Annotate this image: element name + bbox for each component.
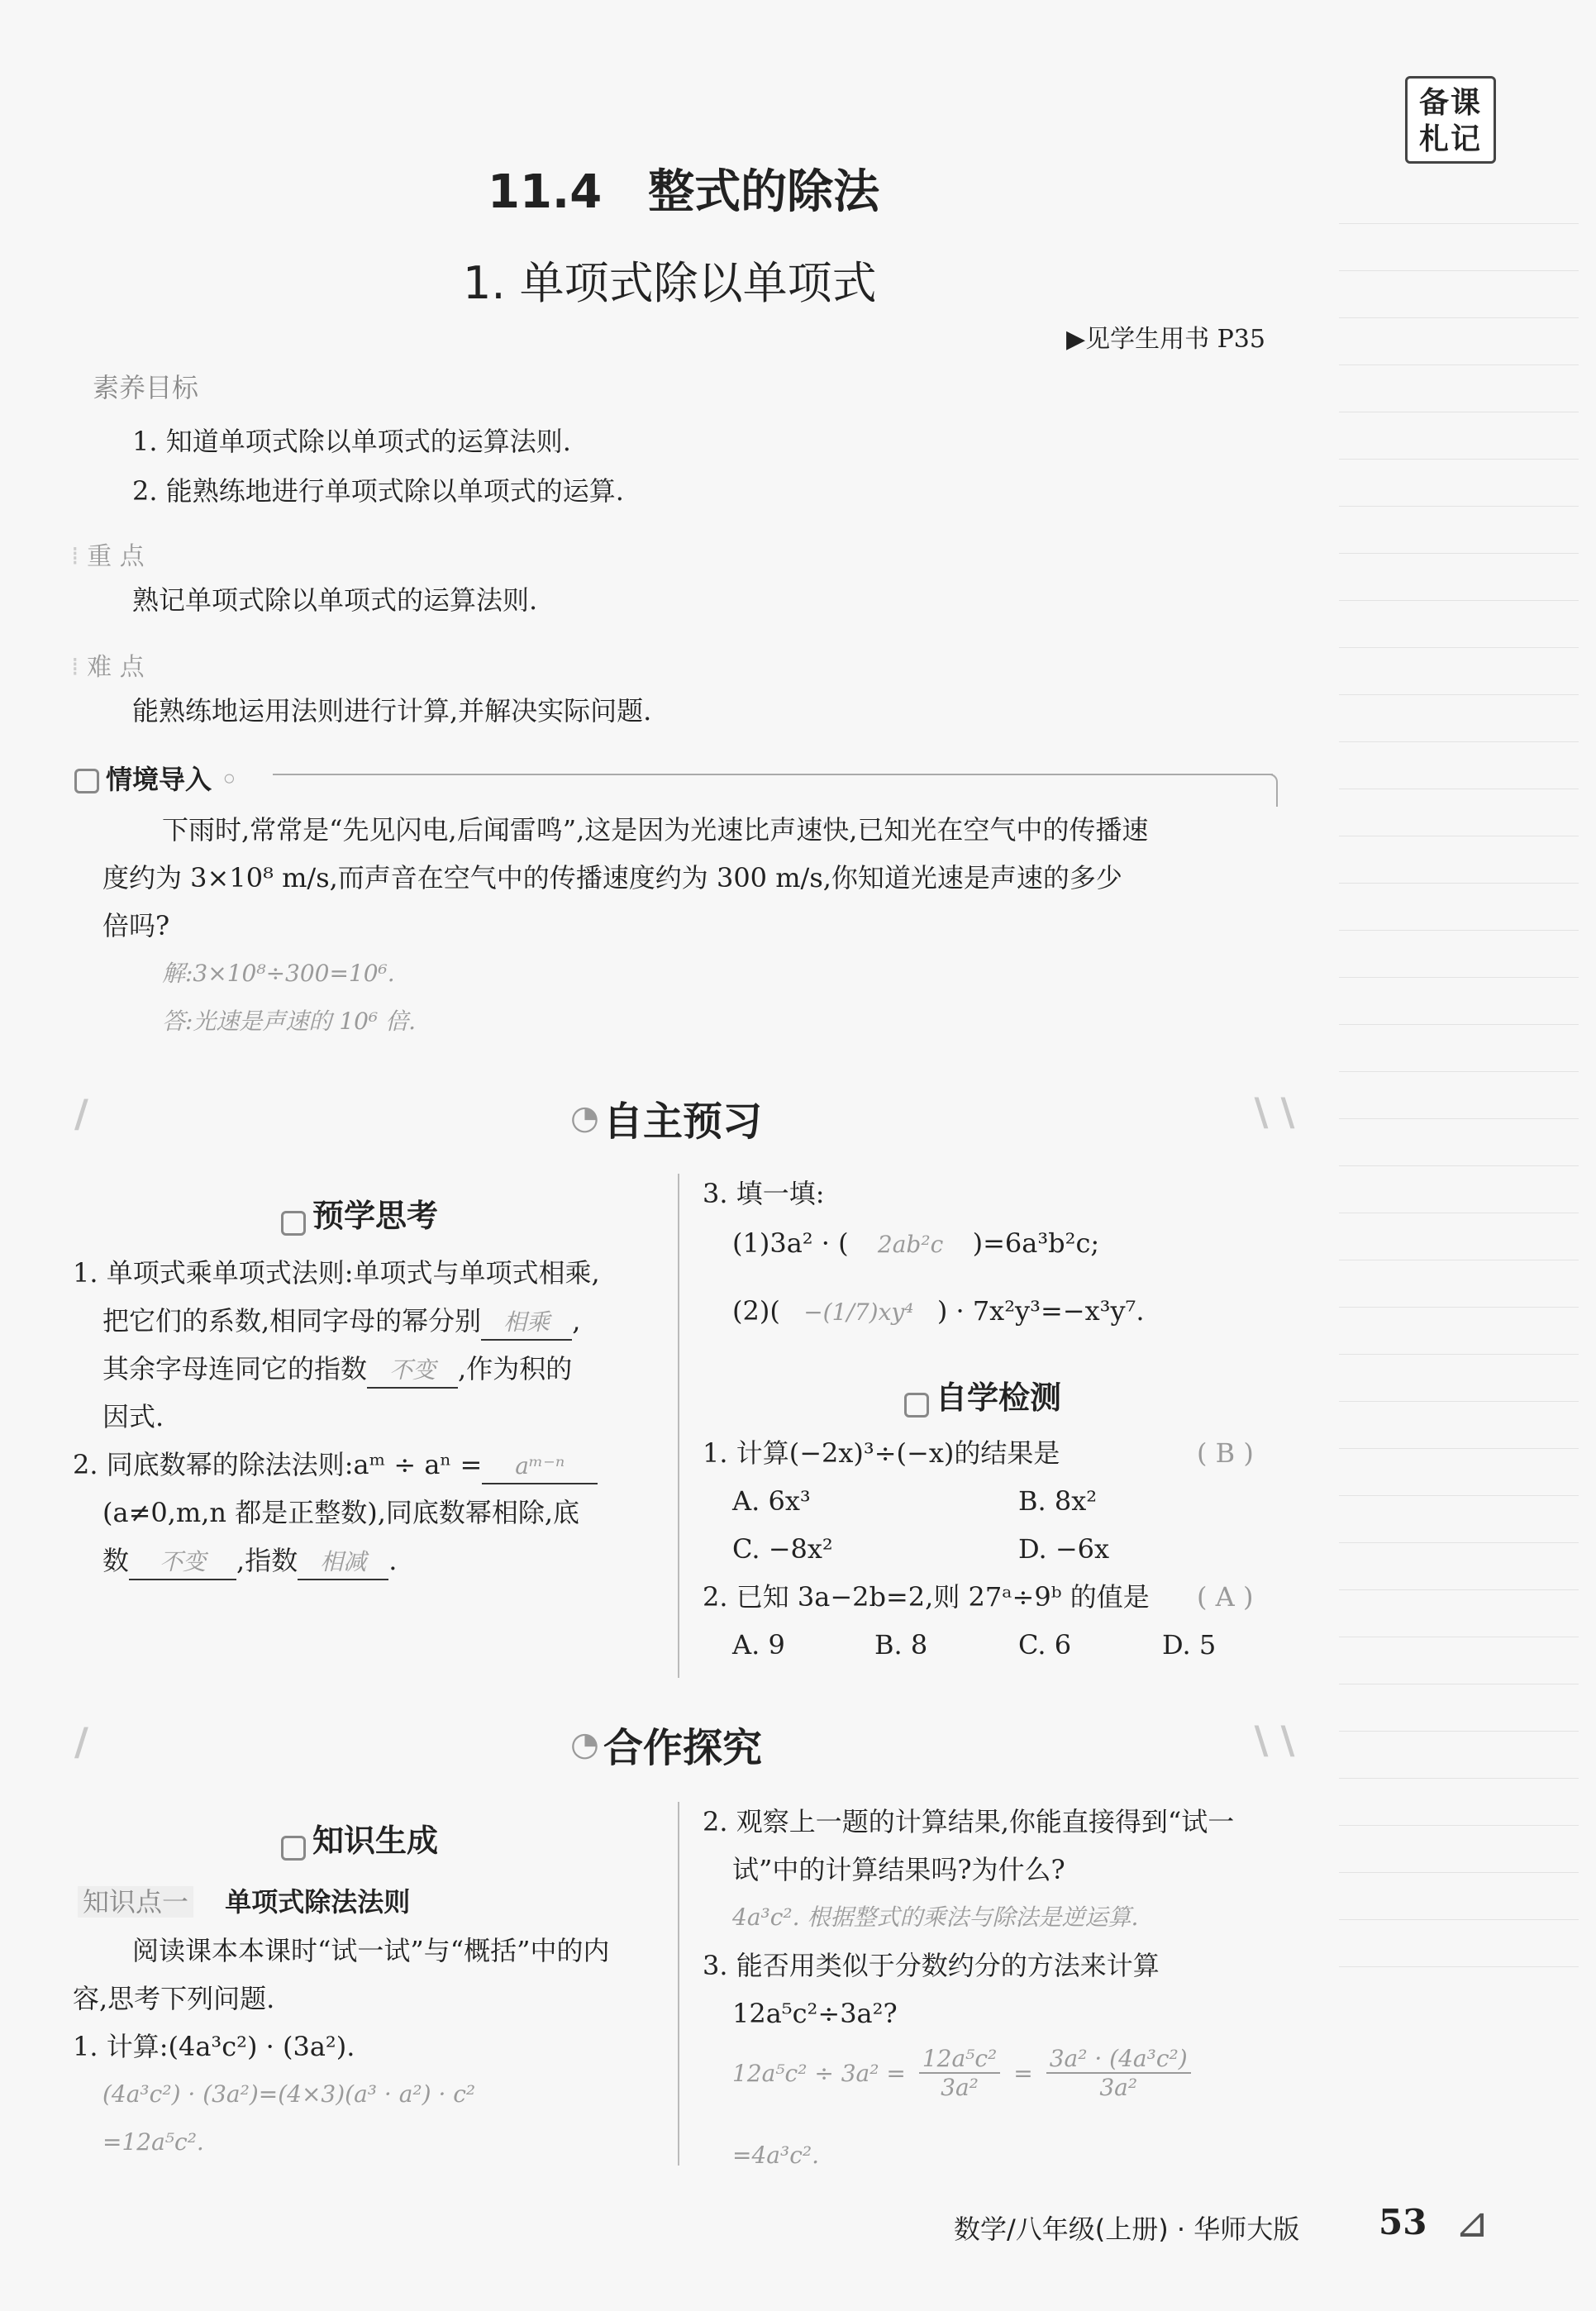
option: D. −6x [1018, 1533, 1110, 1565]
check-heading-text: 自学检测 [936, 1379, 1062, 1416]
read-text: 容,思考下列问题. [73, 1983, 275, 2014]
section-title: 11.4 整式的除法 [488, 165, 880, 219]
option: D. 5 [1162, 1629, 1217, 1661]
diff-heading-text: 难 点 [87, 653, 145, 682]
think-heading-text: 预学思考 [312, 1198, 439, 1234]
footer-book: 数学/八年级(上册) · 华师大版 [954, 2213, 1300, 2245]
check-q1: 1. 计算(−2x)³÷(−x)的结果是 [703, 1437, 1060, 1469]
answer-blank: 相减 [298, 1546, 388, 1580]
intro-rule-end [1268, 774, 1278, 807]
corner-icon: ⊿ [1455, 2199, 1489, 2247]
coop-q2: 2. 观察上一题的计算结果,你能直接得到“试一 [703, 1806, 1235, 1837]
option: C. 6 [1018, 1629, 1072, 1661]
preview-banner-text: 自主预习 [603, 1098, 763, 1145]
sub-title: 1. 单项式除以单项式 [463, 257, 877, 309]
check-icon [904, 1393, 929, 1418]
swirl-icon: ◔ [570, 1725, 599, 1764]
check-heading [904, 1372, 1061, 1418]
think-heading [281, 1190, 438, 1236]
preview-q2-line2: (a≠0,m,n 都是正整数),同底数幂相除,底 [102, 1497, 580, 1528]
intro-heading-text: 情境导入 [106, 764, 212, 795]
coop-banner-text: 合作探究 [603, 1725, 763, 1771]
preview-q1-line4: 因式. [102, 1401, 164, 1432]
diff-text: 能熟练地运用法则进行计算,并解决实际问题. [132, 695, 652, 727]
stamp-text: 备课札记 [1418, 86, 1482, 156]
option: C. −8x² [732, 1533, 833, 1565]
fill-heading: 3. 填一填: [703, 1178, 825, 1209]
coop-q1-solution: (4a³c²) · (3a²)=(4×3)(a³ · a²) · c² [102, 2080, 476, 2108]
diff-heading [71, 646, 145, 683]
answer-blank: aᵐ⁻ⁿ [482, 1450, 598, 1484]
option: A. 6x³ [732, 1485, 811, 1517]
play-icon: ▶ [1066, 325, 1086, 354]
banner-slash-right: ∖∖ [1248, 1091, 1302, 1136]
check-q1-answer: ( B ) [1197, 1437, 1254, 1469]
intro-rule [273, 774, 1273, 775]
column-divider [678, 1174, 679, 1678]
fill-q1: (1)3a² · ( 2ab²c )=6a³b²c; [732, 1227, 1099, 1261]
coop-q3-line2: 12a⁵c²÷3a²? [732, 1998, 898, 2029]
mark-icon: ⁞ [71, 653, 88, 682]
coop-q1: 1. 计算:(4a³c²) · (3a²). [73, 2031, 355, 2062]
banner-slash-right: ∖∖ [1248, 1719, 1302, 1764]
note-lines [1339, 223, 1579, 2013]
coop-q3-solution: 12a⁵c² ÷ 3a² = $\frac{\text{12a⁵c²}}{\text{3a²}}$ = $\frac{\text{3a² · (4a³c²)}}{\text{3a²}}$ [732, 2045, 1191, 2101]
goals-heading: 素养目标 [93, 372, 199, 403]
coop-q2-line2: 试”中的计算结果吗?为什么? [732, 1854, 1065, 1885]
know-heading-text: 知识生成 [312, 1823, 439, 1859]
preview-q1-line2: 把它们的系数,相同字母的幂分别 相乘 , [102, 1304, 580, 1341]
preview-banner [570, 1089, 762, 1146]
fraction: $\frac{\text{12a⁵c²}}{\text{3a²}}$ [919, 2045, 1000, 2101]
preview-q2: 2. 同底数幂的除法法则:aᵐ ÷ aⁿ = aᵐ⁻ⁿ [73, 1448, 598, 1484]
book-icon [281, 1211, 306, 1236]
reference-text: 见学生用书 P35 [1085, 325, 1265, 354]
read-text: 阅读课本本课时“试一试”与“概括”中的内 [132, 1935, 610, 1966]
page-number: 53 [1379, 2202, 1427, 2242]
check-q2: 2. 已知 3a−2b=2,则 27ᵃ÷9ᵇ 的值是 [703, 1581, 1150, 1613]
mark-icon: ⁞ [71, 542, 88, 571]
fraction: $\frac{\text{3a² · (4a³c²)}}{\text{3a²}}$ [1046, 2045, 1191, 2101]
intro-heading: 情境导入 ◦ [74, 759, 238, 797]
intro-answer: 答:光速是声速的 10⁶ 倍. [162, 1008, 416, 1035]
coop-q2-answer: 4a³c². 根据整式的乘法与除法是逆运算. [732, 1904, 1139, 1931]
fill-q2: (2)( −(1/7)xy⁴ ) · 7x²y³=−x³y⁷. [732, 1294, 1145, 1329]
option: A. 9 [732, 1629, 785, 1661]
fill-answer: 2ab²c [877, 1231, 944, 1258]
banner-slash-left: ∕ [74, 1091, 88, 1136]
coop-q3: 3. 能否用类似于分数约分的方法来计算 [703, 1950, 1160, 1981]
answer-blank: 相乘 [481, 1306, 572, 1341]
fill-answer: −(1/7)xy⁴ [803, 1298, 914, 1326]
kp-label: 知识点一 [78, 1886, 193, 1918]
stamp [1405, 76, 1496, 164]
preview-q1: 1. 单项式乘单项式法则:单项式与单项式相乘, [73, 1257, 600, 1289]
answer-blank: 不变 [129, 1546, 236, 1580]
banner-slash-left: ∕ [74, 1719, 88, 1764]
key-heading [71, 536, 145, 572]
swirl-icon: ◔ [570, 1098, 599, 1137]
chat-icon [74, 769, 99, 793]
knowledge-point [78, 1881, 410, 1919]
option: B. 8 [874, 1629, 928, 1661]
answer-blank: 不变 [367, 1354, 458, 1389]
intro-para: 倍吗? [102, 910, 170, 941]
key-heading-text: 重 点 [87, 542, 145, 571]
column-divider [678, 1802, 679, 2166]
coop-banner [570, 1716, 762, 1773]
intro-para: 度约为 3×10⁸ m/s,而声音在空气中的传播速度约为 300 m/s,你知道光速是声速的多少 [102, 862, 1122, 893]
kp-title: 单项式除法法则 [225, 1886, 411, 1918]
coop-q1-solution: =12a⁵c². [102, 2128, 204, 2156]
doc-icon [281, 1836, 306, 1861]
know-heading [281, 1815, 438, 1861]
goal-item: 1. 知道单项式除以单项式的运算法则. [132, 426, 571, 457]
intro-para: 下雨时,常常是“先见闪电,后闻雷鸣”,这是因为光速比声速快,已知光在空气中的传播速 [162, 814, 1149, 846]
intro-solution: 解:3×10⁸÷300=10⁶. [162, 960, 395, 987]
preview-q2-line3: 数 不变 ,指数 相减 . [102, 1544, 397, 1580]
preview-q1-line3: 其余字母连同它的指数 不变 ,作为积的 [102, 1352, 572, 1389]
option: B. 8x² [1018, 1485, 1098, 1517]
check-q2-answer: ( A ) [1197, 1581, 1254, 1613]
goal-item: 2. 能熟练地进行单项式除以单项式的运算. [132, 475, 624, 507]
coop-q3-solution-end: =4a³c². [732, 2142, 819, 2169]
key-text: 熟记单项式除以单项式的运算法则. [132, 584, 538, 616]
reference [1066, 318, 1265, 355]
